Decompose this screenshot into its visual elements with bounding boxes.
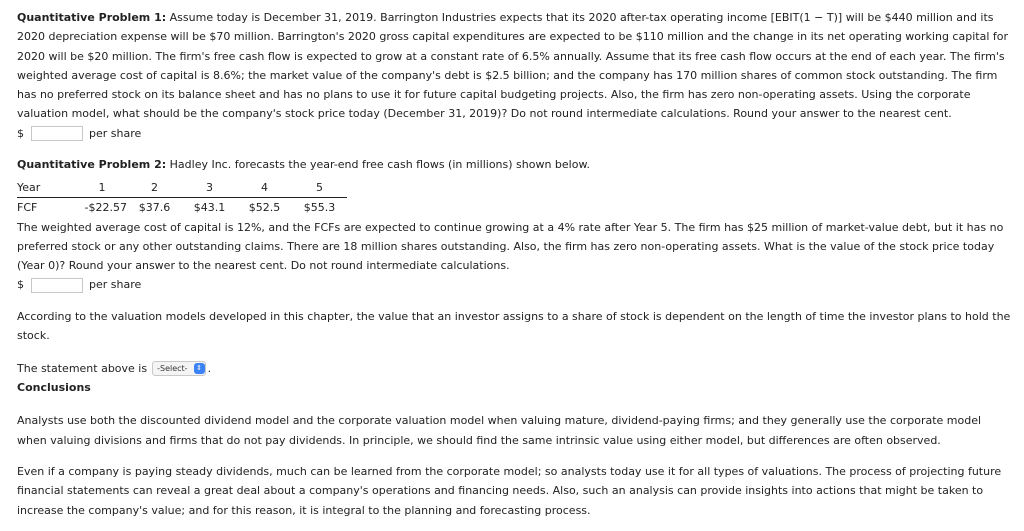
statement-end-punct: . <box>207 362 212 376</box>
fcf-table <box>17 178 347 218</box>
fcf-table-value: $55.3 <box>303 201 336 215</box>
fcf-table-year: 5 <box>292 178 347 198</box>
conclusions-paragraph-2: Even if a company is paying steady dividends, much can be learned from the corporate model; so analysts today use it for all types of valuations. The process of projecting future financial statements can reveal a great deal about a company's operations and financing needs. Also, such an analysis can provide insights into actions that might be taken to increase the company's value; and for this reason, it is integral to the planning and forecasting process. <box>17 465 1002 517</box>
statement-select[interactable] <box>152 361 205 376</box>
problem1-paragraph <box>17 8 1012 124</box>
conclusions-title: Conclusions <box>17 381 91 395</box>
problem2-currency: $ <box>17 278 24 292</box>
fcf-table-value: $43.1 <box>193 201 226 215</box>
problem2-text: The weighted average cost of capital is 12%, and the FCFs are expected to continue growing at a 4% rate after Year 5. The firm has $25 million of market-value debt, but it has no preferred stock or any other outstanding claims. There are 18 million shares outstanding. Also, the firm has zero non-operating assets. What is the value of the stock price today (Year 0)? Round your answer to the nearest cent. Do not round intermediate calculations. <box>17 220 1004 273</box>
fcf-table-year: 4 <box>237 178 292 198</box>
problem1-title: Quantitative Problem 1: <box>17 11 167 24</box>
problem2-answer-input[interactable] <box>31 278 83 293</box>
problem1-answer-input[interactable] <box>31 126 83 141</box>
statement-prompt: The statement above is <box>17 362 148 376</box>
problem2-intro-paragraph <box>17 155 1012 174</box>
problem1-answer-row <box>17 124 1012 143</box>
fcf-table-value: -$22.57 <box>84 201 127 215</box>
fcf-table-row-label: FCF <box>17 201 38 215</box>
fcf-table-fcf-row <box>17 198 347 218</box>
fcf-table-row-label: Year <box>17 178 77 198</box>
select-arrows-icon: ⇕ <box>194 363 205 374</box>
problem2-intro: Hadley Inc. forecasts the year-end free cash flows (in millions) shown below. <box>169 157 590 171</box>
problem2-unit: per share <box>89 278 142 292</box>
fcf-table-year: 2 <box>127 178 182 198</box>
fcf-table-year: 1 <box>77 178 127 198</box>
conclusions-paragraph-1: Analysts use both the discounted dividend model and the corporate valuation model when valuing mature, dividend-paying firms; and they generally use the corporate model when valuing divisions and firms that do not pay dividends. In principle, we should find the same intrinsic value using either model, but differences are often observed. <box>17 414 982 447</box>
problem1-unit: per share <box>89 126 142 140</box>
statement-select-value: -Select- <box>157 364 188 374</box>
fcf-table-value: $52.5 <box>248 201 281 215</box>
statement-select-row <box>17 359 1012 378</box>
fcf-table-value: $37.6 <box>138 201 171 215</box>
problem2-title: Quantitative Problem 2: <box>17 157 167 171</box>
statement-text: According to the valuation models developed in this chapter, the value that an investor assigns to a share of stock is dependent on the length of time the investor plans to hold the stock. <box>17 309 1011 342</box>
problem1-currency: $ <box>17 126 24 140</box>
problem2-answer-row <box>17 276 1012 295</box>
fcf-table-year-row <box>17 178 347 198</box>
problem1-text: Assume today is December 31, 2019. Barrington Industries expects that its 2020 after-tax operating income [EBIT(1 − T)] will be $440 million and its 2020 depreciation expense will be $70 million. Barrington's 2020 gross capital expenditures are expected to be $110 million and the change in its net operating working capital for 2020 will be $20 million. The firm's free cash flow is expected to grow at a constant rate of 6.5% annually. Assume that its free cash flow occurs at the end of each year. The firm's weighted average cost of capital is 8.6%; the market value of the company's debt is $2.5 billion; and the company has 170 million shares of common stock outstanding. The firm has no preferred stock on its balance sheet and has no plans to use it for future capital budgeting projects. Also, the firm has zero non-operating assets. Using the corporate valuation model, what should be the company's stock price today (December 31, 2019)? Do not round intermediate calculations. Round your answer to the nearest cent. <box>17 11 1008 121</box>
fcf-table-year: 3 <box>182 178 237 198</box>
